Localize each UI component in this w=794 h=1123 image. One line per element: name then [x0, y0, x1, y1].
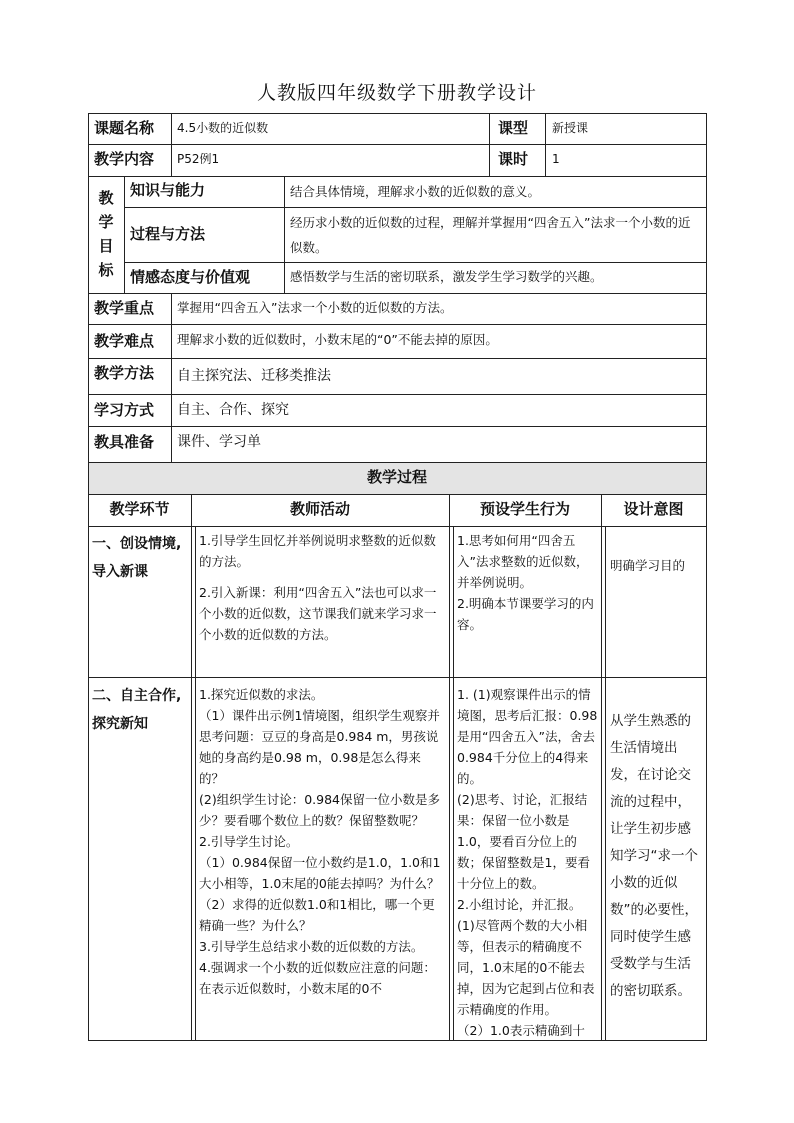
stage2-teacher-item: （1）课件出示例1情境图，组织学生观察并思考问题：豆豆的身高是0.984 m，男孩说她的身高约是0.98 m，0.98是怎么得来的？: [199, 708, 440, 786]
stage2-teacher-item: 3.引导学生总结求小数的近似数的方法。: [199, 939, 424, 954]
topic-label: 课题名称: [94, 119, 155, 137]
type-label: 课型: [498, 119, 529, 137]
objectives-char: 教: [98, 189, 114, 207]
objective-label-attitude: 情感态度与价值观: [130, 268, 251, 286]
stage1-teacher-item: 1.引导学生回忆并举例说明求整数的近似数的方法。: [199, 533, 436, 569]
method-label: 教学方法: [94, 364, 155, 382]
stage2-name: [92, 682, 191, 738]
topic-value: 4.5小数的近似数: [177, 121, 269, 135]
stage1-teacher: [199, 530, 445, 645]
stage1-name-line2: 导入新课: [92, 564, 148, 580]
stage2-student-item: (1)尽管两个数的大小相等，但表示的精确度不同，1.0末尾的0不能去掉，因为它起到占位和表示精确度的作用。: [457, 918, 595, 1017]
hours-label: 课时: [498, 150, 529, 168]
objective-text-knowledge: 结合具体情境，理解求小数的近似数的意义。: [290, 184, 541, 199]
stage1-student: [457, 530, 599, 635]
objectives-char: 学: [98, 213, 114, 231]
objectives-char: 标: [98, 261, 114, 279]
type-value: 新授课: [552, 121, 589, 135]
stage1-intent: 明确学习目的: [610, 558, 686, 573]
stage2-student-item: 1. (1)观察课件出示的情境图，思考后汇报：0.98是用“四舍五入”法，舍去0.984千分位上的4得来的。: [457, 687, 598, 786]
stage2-student-item: 2.小组讨论，并汇报。: [457, 897, 582, 912]
stage1-student-item: 1.思考如何用“四舍五入”法求整数的近似数，并举例说明。: [457, 533, 589, 590]
learning-style-label: 学习方式: [94, 401, 155, 419]
hours-value: 1: [552, 152, 560, 166]
stage2-student-item: （2）1.0表示精确到十: [457, 1023, 585, 1038]
learning-style-text: 自主、合作、探究: [177, 402, 289, 418]
objectives-char: 目: [98, 237, 114, 255]
objective-text-process: 经历求小数的近似数的过程，理解并掌握用“四舍五入”法求一个小数的近似数。: [290, 215, 691, 255]
stage1-name: [92, 530, 191, 586]
document-title: 人教版四年级数学下册教学设计: [256, 82, 537, 104]
header-student: 预设学生行为: [479, 500, 570, 518]
stage2-name-line2: 探究新知: [92, 716, 148, 732]
stage2-student: [457, 684, 599, 1039]
stage1-name-line1: 一、创设情境,: [92, 536, 182, 552]
stage2-student-item: (2)思考、讨论，汇报结果：保留一位小数是1.0，要看百分位上的数；保留整数是1，要看十分位上的数。: [457, 792, 590, 891]
stage2-teacher-item: 2.引导学生讨论。: [199, 834, 299, 849]
difficulty-text: 理解求小数的近似数时，小数末尾的“0”不能去掉的原因。: [177, 332, 498, 347]
difficulty-label: 教学难点: [94, 332, 155, 350]
stage2-teacher-item: （2）求得的近似数1.0和1相比，哪一个更精确一些？为什么？: [199, 897, 435, 933]
objective-label-process: 过程与方法: [130, 225, 206, 243]
header-stage: 教学环节: [109, 500, 170, 518]
header-teacher: 教师活动: [289, 500, 350, 518]
stage2-name-line1: 二、自主合作,: [92, 688, 182, 704]
stage2-teacher-item: 1.探究近似数的求法。: [199, 687, 324, 702]
objective-text-attitude: 感悟数学与生活的密切联系，激发学生学习数学的兴趣。: [290, 269, 603, 284]
stage1-student-item: 2.明确本节课要学习的内容。: [457, 596, 594, 632]
key-point-label: 教学重点: [94, 299, 155, 317]
content-label: 教学内容: [94, 150, 155, 168]
stage2-teacher-item: (2)组织学生讨论：0.984保留一位小数是多少？要看哪个数位上的数？保留整数呢？: [199, 792, 440, 828]
stage2-teacher: [199, 684, 445, 1039]
key-point-text: 掌握用“四舍五入”法求一个小数的近似数的方法。: [177, 300, 453, 315]
stage2-teacher-item: 4.强调求一个小数的近似数应注意的问题：在表示近似数时，小数末尾的0不: [199, 960, 436, 996]
objective-label-knowledge: 知识与能力: [130, 181, 206, 199]
stage1-teacher-item: 2.引入新课：利用“四舍五入”法也可以求一个小数的近似数，这节课我们就来学习求一个小数的近似数的方法。: [199, 585, 437, 642]
header-intent: 设计意图: [623, 500, 684, 518]
method-text: 自主探究法、迁移类推法: [177, 368, 331, 384]
process-title: 教学过程: [366, 468, 427, 486]
content-value: P52例1: [177, 152, 220, 166]
tools-label: 教具准备: [94, 433, 155, 451]
stage2-intent: 从学生熟悉的生活情境出发，在讨论交流的过程中，让学生初步感知学习“求一个小数的近似数”的必要性，同时使学生感受数学与生活的密切联系。: [610, 713, 698, 999]
tools-text: 课件、学习单: [177, 434, 261, 450]
objectives-label: [88, 186, 124, 282]
stage2-teacher-item: （1）0.984保留一位小数约是1.0，1.0和1大小相等，1.0末尾的0能去掉吗？为什么？: [199, 855, 441, 891]
